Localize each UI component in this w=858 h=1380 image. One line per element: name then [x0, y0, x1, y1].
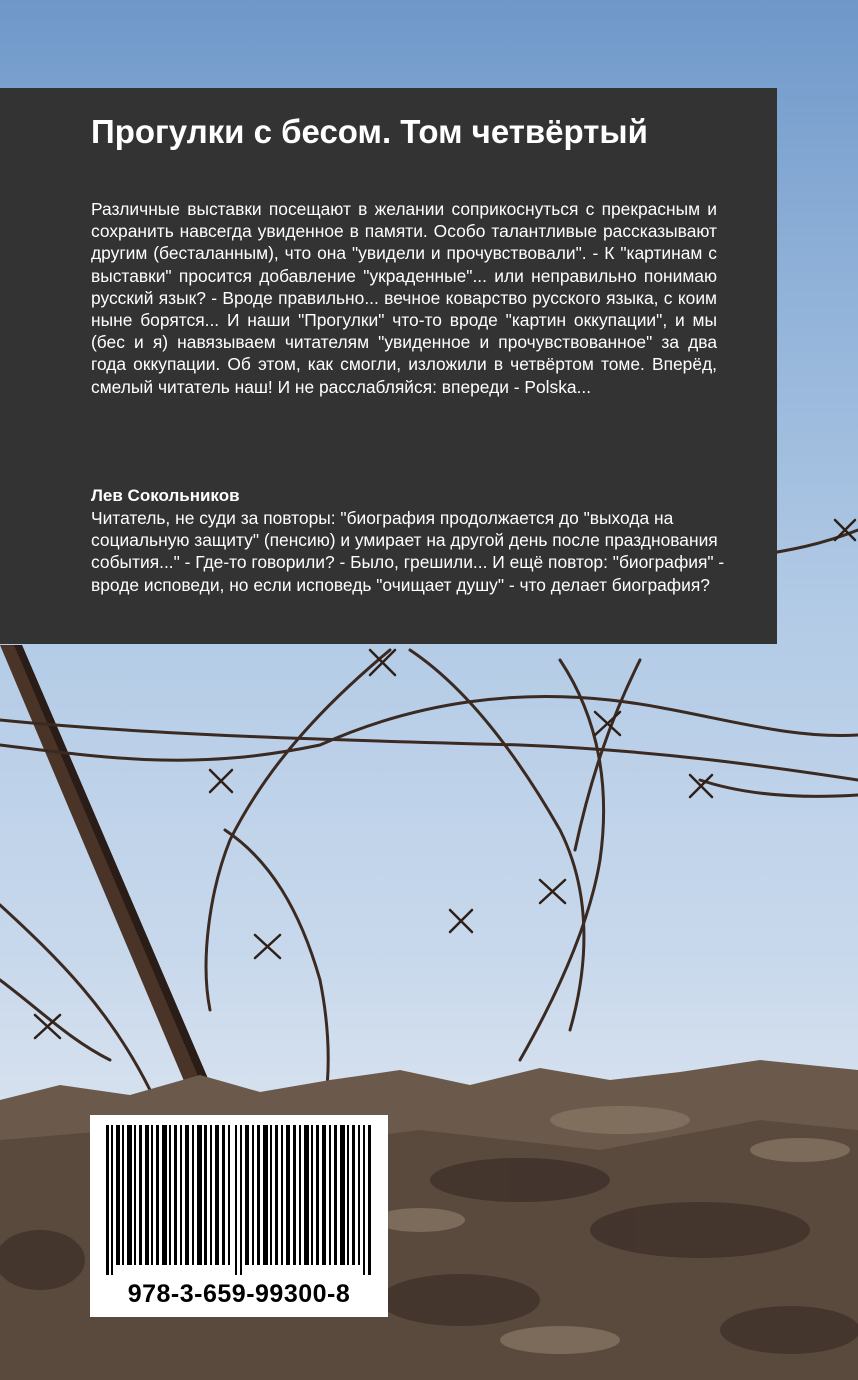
author-name: Лев Сокольников: [91, 486, 240, 505]
book-description: Различные выставки посещают в желании соприкоснуться с прекрасным и сохранить навсегда увиденное в памяти. Особо талантливые рассказывают другим (бесталанным), что она "увидели и прочувствовали". - К "картинам с выставки" просится добавление "украденные"... или неправильно понимаю русский язык? - Вроде правильно... вечное коварство русского языка, с коим ныне борятся... И наши "Прогулки" что-то вроде "картин оккупации", и мы (бес и я) навязываем читателям "увиденное и прочувствованное" за два года оккупации. Об этом, как смогли, изложили в четвёртом томе. Вперёд, смелый читатель наш! И не расслабляйся: впереди - Polska...: [91, 199, 717, 397]
book-title: Прогулки с бесом. Том четвёртый: [91, 113, 648, 150]
isbn-number: 978-3-659-99300-8: [127, 1280, 351, 1308]
author-bio: Читатель, не суди за повторы: "биография продолжается до "выхода на социальную защиту" (пенсию) и умирает на другой день после празднования события..." - Где-то говорили? - Было, грешили... И ещё повтор: "биография" - вроде исповеди, но если исповедь "очищает душу" - что делает биография?: [91, 508, 725, 595]
barcode-box: [90, 1115, 388, 1317]
isbn-barcode: [106, 1125, 372, 1275]
